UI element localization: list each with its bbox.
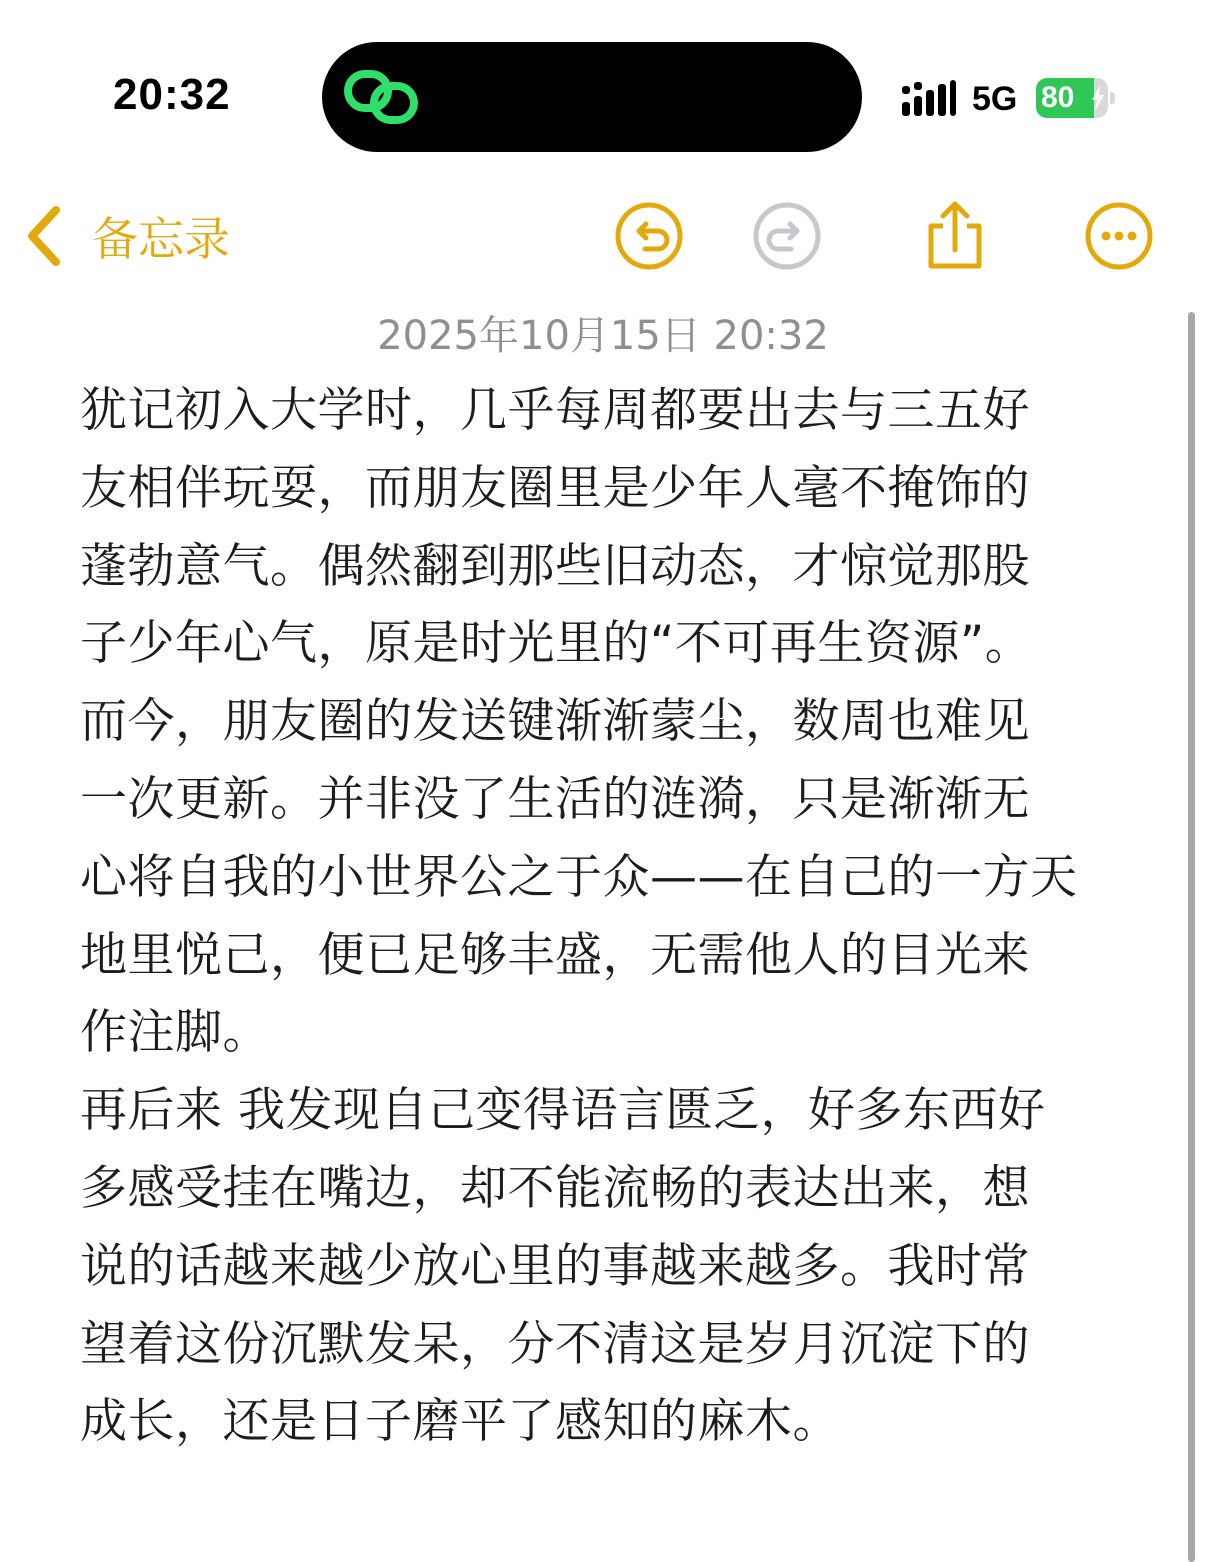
battery-percent: 80	[1041, 81, 1075, 114]
note-line: 而今，朋友圈的发送键渐渐蒙尘，数周也难见	[80, 694, 1030, 750]
chevron-left-icon	[22, 204, 66, 268]
note-line: 犹记初入大学时，几乎每周都要出去与三五好	[80, 383, 1030, 438]
redo-icon	[751, 200, 823, 272]
battery-cap	[1110, 92, 1115, 104]
note-timestamp: 2025年10月15日 20:32	[377, 313, 829, 359]
more-icon	[1083, 200, 1155, 272]
dynamic-island[interactable]	[322, 42, 862, 152]
scrollbar[interactable]	[1188, 312, 1195, 1562]
network-type: 5G	[972, 80, 1018, 118]
note-line: 成长，还是日子磨平了感知的麻木。	[80, 1394, 840, 1450]
note-line: 说的话越来越少放心里的事越来越多。我时常	[80, 1238, 1030, 1294]
back-label: 备忘录	[92, 212, 230, 266]
share-button[interactable]	[919, 200, 991, 272]
note-line: 作注脚。	[80, 1005, 270, 1061]
note-line: 心将自我的小世界公之于众——在自己的一方天	[80, 849, 1078, 905]
undo-icon	[613, 200, 685, 272]
charging-bolt-icon	[1091, 85, 1105, 111]
battery-indicator	[1036, 78, 1108, 118]
more-button[interactable]	[1083, 200, 1155, 272]
note-line: 望着这份沉默发呆，分不清这是岁月沉淀下的	[80, 1316, 1030, 1372]
note-line: 蓬勃意气。偶然翻到那些旧动态，才惊觉那股	[80, 538, 1030, 594]
note-line: 友相伴玩耍，而朋友圈里是少年人毫不掩饰的	[80, 460, 1030, 516]
redo-button[interactable]	[751, 200, 823, 272]
share-icon	[919, 200, 991, 272]
undo-button[interactable]	[613, 200, 685, 272]
note-line: 一次更新。并非没了生活的涟漪，只是渐渐无	[80, 771, 1030, 827]
note-line: 子少年心气，原是时光里的“不可再生资源”。	[80, 616, 1033, 672]
note-line: 多感受挂在嘴边，却不能流畅的表达出来，想	[80, 1160, 1030, 1216]
note-line: 地里悦己，便已足够丰盛，无需他人的目光来	[80, 927, 1030, 983]
cellular-signal-icon	[902, 80, 956, 116]
status-time: 20:32	[113, 70, 231, 119]
note-text-editor[interactable]	[80, 372, 1130, 1461]
back-button[interactable]	[22, 200, 230, 272]
linked-rings-icon	[344, 68, 418, 126]
note-line: 再后来 我发现自己变得语言匮乏，好多东西好	[80, 1083, 1046, 1139]
